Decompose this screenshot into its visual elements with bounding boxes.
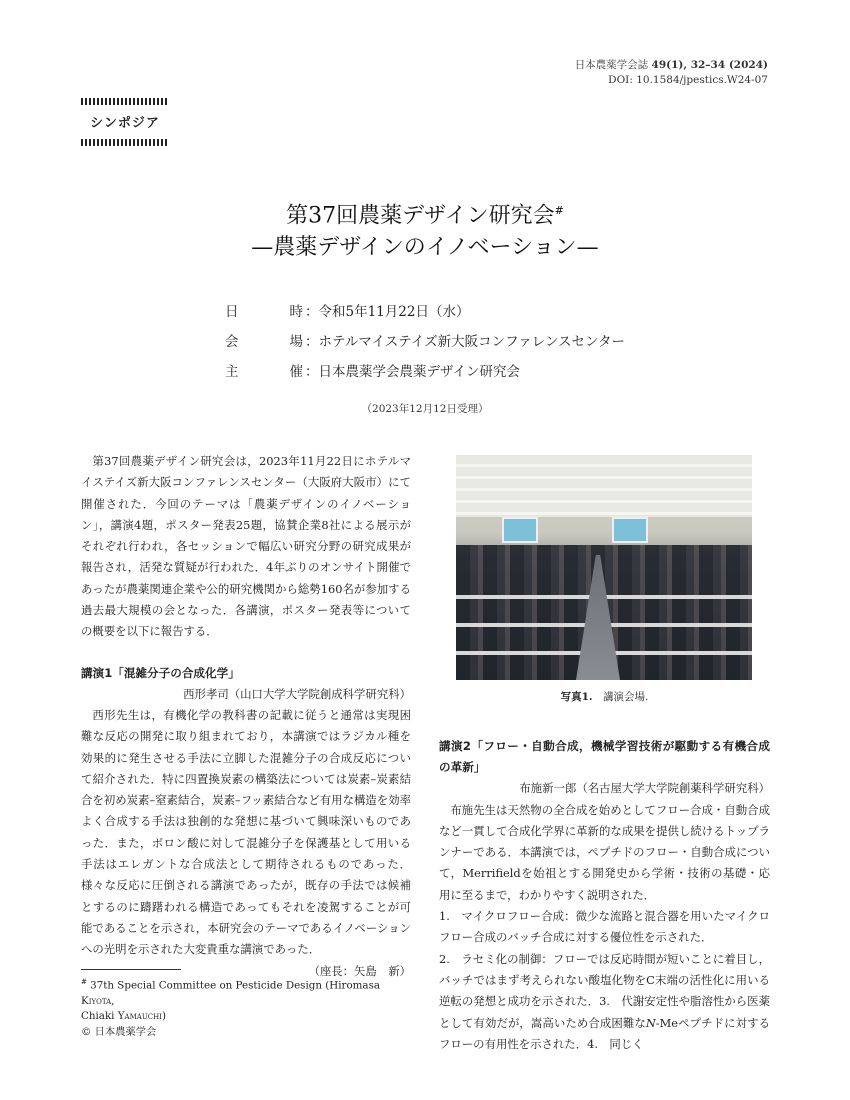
event-info-value: ：日本農薬学会農薬デザイン研究会 — [305, 364, 521, 380]
lecture1-body: 西形先生は，有機化学の教科書の記載に従うと通常は実現困難な反応の開発に取り組まれており，本講演ではラジカル種を効果的に発生させる手法に立脚した混雑分子の合成反応について紹介された．特に四置換炭素の構築法については炭素–炭素結合を初め炭素–窒素結合，炭素–フッ素結合など有用な構造を効率よく合成する手法は独創的な発想に基づいて興味深いものであった．また，ボロン酸に対して混雑分子を保護基として用いる手法はエレガントな合成法として期待されるものであった．様々な反応に圧倒される講演であったが，既存の手法では候補とするのに躊躇われる構造であってもそれを凌駕することが可能であることを示され，本研究会のテーマであるイノベーションへの光明を示された大変貴重な講演であった． — [81, 707, 411, 957]
title-subtitle: —農薬デザインのイノベーション— — [251, 235, 599, 261]
section-label-bottom-rule — [81, 139, 169, 146]
lecture2-body: 布施先生は天然物の全合成を始めとしてフロー合成・自動合成など一貫して合成化学界に革新的な成果を提供し続けるトップランナーである．本講演では，ペプチドのフロー・自動合成について，Merrifieldを始祖とする開発史から学術・技術の基礎・応用に至るまで，わかりやすく説明された． — [439, 802, 770, 902]
event-info-value: ：令和5年11月22日（水） — [305, 304, 470, 320]
venue-photo — [456, 455, 752, 680]
photo-caption-label: 写真1. — [560, 691, 593, 703]
journal-reference — [575, 58, 768, 88]
photo-caption — [439, 687, 770, 708]
event-info-value: ：ホテルマイステイズ新大阪コンファレンスセンター — [305, 334, 626, 350]
footnote-copyright: © 日本農薬学会 — [81, 1025, 157, 1038]
event-info-key: 日 時 — [225, 304, 303, 320]
lecture2-item1: 1. マイクロフロー合成：微少な流路と混合器を用いたマイクロフロー合成のバッチ合成に対する優位性を示された． — [439, 909, 770, 945]
photo-ceiling — [456, 455, 752, 517]
journal-doi: DOI: 10.1584/jpestics.W24-07 — [608, 74, 768, 86]
left-column — [81, 451, 411, 982]
right-column — [439, 451, 770, 1055]
photo-screen-left — [502, 517, 538, 543]
intro-paragraph: 第37回農薬デザイン研究会は，2023年11月22日にホテルマイステイズ新大阪コンファレンスセンター（大阪府大阪市）にて開催された．今回のテーマは「農薬デザインのイノベーション」，講演4題，ポスター発表25題，協賛企業8社による展示がそれぞれ行われ，各セッションで幅広い研究分野の研究成果が報告され，活発な質疑が行われた．4年ぶりのオンサイト開催であったが農薬関連企業や公的研究機関から総勢160名が参加する過去最大規模の会となった．各講演，ポスター発表等についての概要を以下に報告する． — [81, 454, 411, 639]
lecture1-speaker: 西形孝司（山口大学大学院創成科学研究科） — [183, 686, 411, 701]
lecture2-item2: 2. ラセミ化の制御：フローでは反応時間が短いことに着目し，バッチではまず考えられない酸塩化物をC末端の活性化に用いる逆転の発想と成功を示された．3. 代謝安定性や脂溶性から医薬として有効だが，嵩高いため合成困難なN-Meペプチドに対するフローの有用性を示された．4. 同じく — [439, 951, 770, 1051]
article-title — [0, 195, 850, 264]
lecture1-chair: （座長：矢島 新） — [308, 963, 411, 978]
event-info-table — [225, 297, 625, 387]
event-info-key: 会 場 — [225, 334, 303, 350]
footnote — [81, 975, 411, 1040]
footnote-english-title: # 37th Special Committee on Pesticide Design (Hiromasa Kiyota, Chiaki Yamauchi) — [81, 978, 380, 1023]
photo-caption-text: 講演会場. — [603, 691, 649, 703]
journal-citation-line — [575, 58, 768, 73]
photo-screen-right — [612, 517, 648, 543]
event-info-row-organizer — [225, 357, 625, 387]
lecture1-heading: 講演1「混雑分子の合成化学」 — [81, 665, 240, 680]
section-label: シンポジア — [90, 116, 160, 131]
event-info-row-venue — [225, 327, 625, 357]
received-date: （2023年12月12日受理） — [361, 403, 489, 415]
event-info-key: 主 催 — [225, 364, 303, 380]
event-info-row-date — [225, 297, 625, 327]
section-label-top-rule — [81, 98, 169, 105]
title-footnote-mark: # — [554, 204, 564, 217]
title-text: 第37回農薬デザイン研究会 — [286, 203, 555, 229]
lecture2-heading: 講演2「フロー・自動合成，機械学習技術が駆動する有機合成の革新」 — [439, 739, 770, 775]
title-line-main — [0, 195, 850, 232]
section-label-block — [81, 98, 169, 146]
journal-volume-issue: 49(1), 32–34 (2024) — [651, 59, 768, 71]
footnote-rule — [81, 969, 181, 970]
lecture2-speaker: 布施新一郎（名古屋大学大学院創薬科学研究科） — [519, 781, 770, 796]
journal-name: 日本農薬学会誌 — [574, 59, 649, 71]
